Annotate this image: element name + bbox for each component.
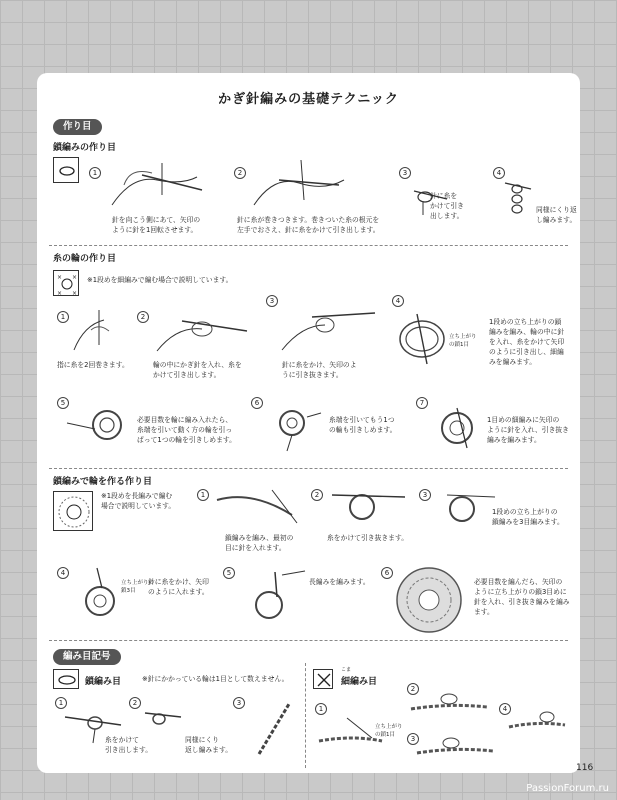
hook-hand-illustration bbox=[249, 155, 349, 215]
step-note: 必要目数を編んだら、矢印の ように立ち上がりの鎖3目めに 針を入れ、引き抜き編みを編み ます。 bbox=[474, 578, 570, 616]
step-note: 鎖編みを編み、最初の 目に針を入れます。 bbox=[225, 534, 294, 552]
ruby-text: こま bbox=[341, 667, 352, 673]
step-label: 立ち上がり の鎖1目 bbox=[449, 334, 477, 348]
single-crochet-illustration bbox=[507, 705, 567, 735]
section-intro-note: ※1段めを長編みで編む 場合で説明しています。 bbox=[101, 492, 176, 510]
step-number: 7 bbox=[416, 397, 428, 409]
ring-chart-icon bbox=[53, 270, 79, 296]
single-crochet-illustration bbox=[415, 729, 495, 761]
double-crochet-illustration bbox=[72, 563, 132, 628]
finished-ring-illustration bbox=[392, 563, 467, 638]
column-separator bbox=[305, 663, 306, 768]
chain-ring-illustration bbox=[327, 487, 407, 527]
step-number: 4 bbox=[57, 567, 69, 579]
step-note: 1段めの立ち上がりの鎖 編みを編み、輪の中に針 を入れ、糸をかけて矢印 のように引き出し、細編 みを編みます。 bbox=[489, 318, 565, 366]
chain-symbol-icon bbox=[53, 669, 79, 689]
step-number: 5 bbox=[57, 397, 69, 409]
step-number: 4 bbox=[392, 295, 404, 307]
section-intro-note: ※1段めを細編みで編む場合で説明しています。 bbox=[87, 276, 233, 284]
ring-tighten-illustration bbox=[267, 403, 322, 453]
step-number: 4 bbox=[493, 167, 505, 179]
watermark: PassionForum.ru bbox=[526, 783, 609, 794]
step-number: 6 bbox=[251, 397, 263, 409]
step-number: 2 bbox=[129, 697, 141, 709]
step-number: 3 bbox=[399, 167, 411, 179]
instruction-sheet bbox=[37, 73, 580, 773]
chain-ring-illustration bbox=[437, 487, 497, 527]
step-note: 針を向こう側にあて、矢印の ように針を1回転させます。 bbox=[112, 216, 201, 234]
chain-symbol-icon bbox=[53, 157, 79, 183]
step-number: 3 bbox=[233, 697, 245, 709]
step-note: 糸をかけて 引き出します。 bbox=[105, 736, 153, 754]
step-number: 1 bbox=[57, 311, 69, 323]
step-note: 必要目数を輪に編み入れたら、 糸端を引いて動く方の輪を引っ ぱって1つの輪を引きしめます。 bbox=[137, 416, 236, 444]
step-number: 3 bbox=[407, 733, 419, 745]
chain-stitch-illustration bbox=[143, 703, 183, 738]
chain-stitch-illustration bbox=[503, 177, 533, 223]
hook-hand-illustration bbox=[102, 155, 212, 215]
subtitle-chain-stitch: 鎖編み目 bbox=[85, 677, 122, 687]
step-number: 6 bbox=[381, 567, 393, 579]
step-note: 1目めの細編みに矢印の ように針を入れ、引き抜き 編みを編みます。 bbox=[487, 416, 569, 444]
ring-tighten-illustration bbox=[65, 403, 125, 448]
step-number: 1 bbox=[89, 167, 101, 179]
subtitle-chain-foundation: 鎖編みの作り目 bbox=[53, 143, 117, 153]
step-label: 立ち上がり の鎖1目 bbox=[375, 724, 403, 738]
step-note: 糸をかけて引き抜きます。 bbox=[327, 534, 409, 542]
hook-ring-illustration bbox=[152, 301, 252, 356]
step-number: 5 bbox=[223, 567, 235, 579]
subtitle-magic-ring: 糸の輪の作り目 bbox=[53, 254, 117, 264]
step-number: 1 bbox=[197, 489, 209, 501]
section-divider bbox=[49, 640, 568, 641]
step-note: 糸端を引いてもう1つ の輪も引きしめます。 bbox=[329, 416, 397, 434]
svg-text:×: × bbox=[57, 290, 63, 297]
hook-ring-illustration bbox=[277, 295, 377, 355]
section-intro-note: ※針にかかっている輪は1目として数えません。 bbox=[142, 675, 289, 683]
slip-stitch-illustration bbox=[427, 403, 487, 453]
chain-ring-illustration bbox=[212, 485, 302, 525]
step-note: 針に糸をかけ、矢印のよ うに引き抜きます。 bbox=[282, 361, 357, 379]
section-pill-foundation: 作り目 bbox=[53, 119, 102, 135]
step-number: 4 bbox=[499, 703, 511, 715]
step-number: 1 bbox=[315, 703, 327, 715]
step-number: 3 bbox=[266, 295, 278, 307]
svg-text:×: × bbox=[57, 274, 63, 281]
step-number: 2 bbox=[137, 311, 149, 323]
step-note: 輪の中にかぎ針を入れ、糸を かけて引き出します。 bbox=[153, 361, 242, 379]
section-pill-stitch-symbols: 編み目記号 bbox=[53, 649, 121, 665]
step-note: 針に糸をかけ、矢印 のように入れます。 bbox=[148, 578, 209, 596]
step-number: 2 bbox=[311, 489, 323, 501]
step-note: 針に糸が巻きつきます。巻きついた糸の根元を 左手でおさえ、針に糸をかけて引き出します。 bbox=[237, 216, 380, 234]
page-title: かぎ針編みの基礎テクニック bbox=[218, 92, 399, 107]
single-crochet-symbol-icon bbox=[313, 669, 333, 689]
finger-wrap-illustration bbox=[69, 305, 119, 355]
section-divider bbox=[49, 468, 568, 469]
svg-text:×: × bbox=[72, 290, 78, 297]
step-note: 針に糸を かけて引き 出します。 bbox=[430, 192, 464, 220]
step-note: 長編みを編みます。 bbox=[309, 578, 370, 586]
subtitle-single-crochet: 細編み目 bbox=[341, 677, 378, 687]
step-note: 同様にくり返 し編みます。 bbox=[536, 206, 577, 224]
double-crochet-illustration bbox=[247, 567, 307, 627]
step-number: 2 bbox=[234, 167, 246, 179]
single-crochet-illustration bbox=[409, 687, 489, 717]
step-number: 1 bbox=[55, 697, 67, 709]
step-note: 同様にくり 返し編みます。 bbox=[185, 736, 233, 754]
step-label: 立ち上がりの 鎖3目 bbox=[121, 580, 155, 594]
step-note: 指に糸を2回巻きます。 bbox=[57, 361, 129, 369]
svg-text:×: × bbox=[72, 274, 78, 281]
section-divider bbox=[49, 245, 568, 246]
ring-chart-icon bbox=[53, 491, 93, 531]
subtitle-chain-ring: 鎖編みで輪を作る作り目 bbox=[53, 477, 153, 487]
page-number: 116 bbox=[576, 763, 594, 773]
step-note: 1段めの立ち上がりの 鎖編みを3目編みます。 bbox=[492, 508, 564, 526]
ring-loop-illustration bbox=[392, 309, 452, 369]
chain-stitch-illustration bbox=[249, 699, 299, 759]
step-number: 3 bbox=[419, 489, 431, 501]
step-number: 2 bbox=[407, 683, 419, 695]
